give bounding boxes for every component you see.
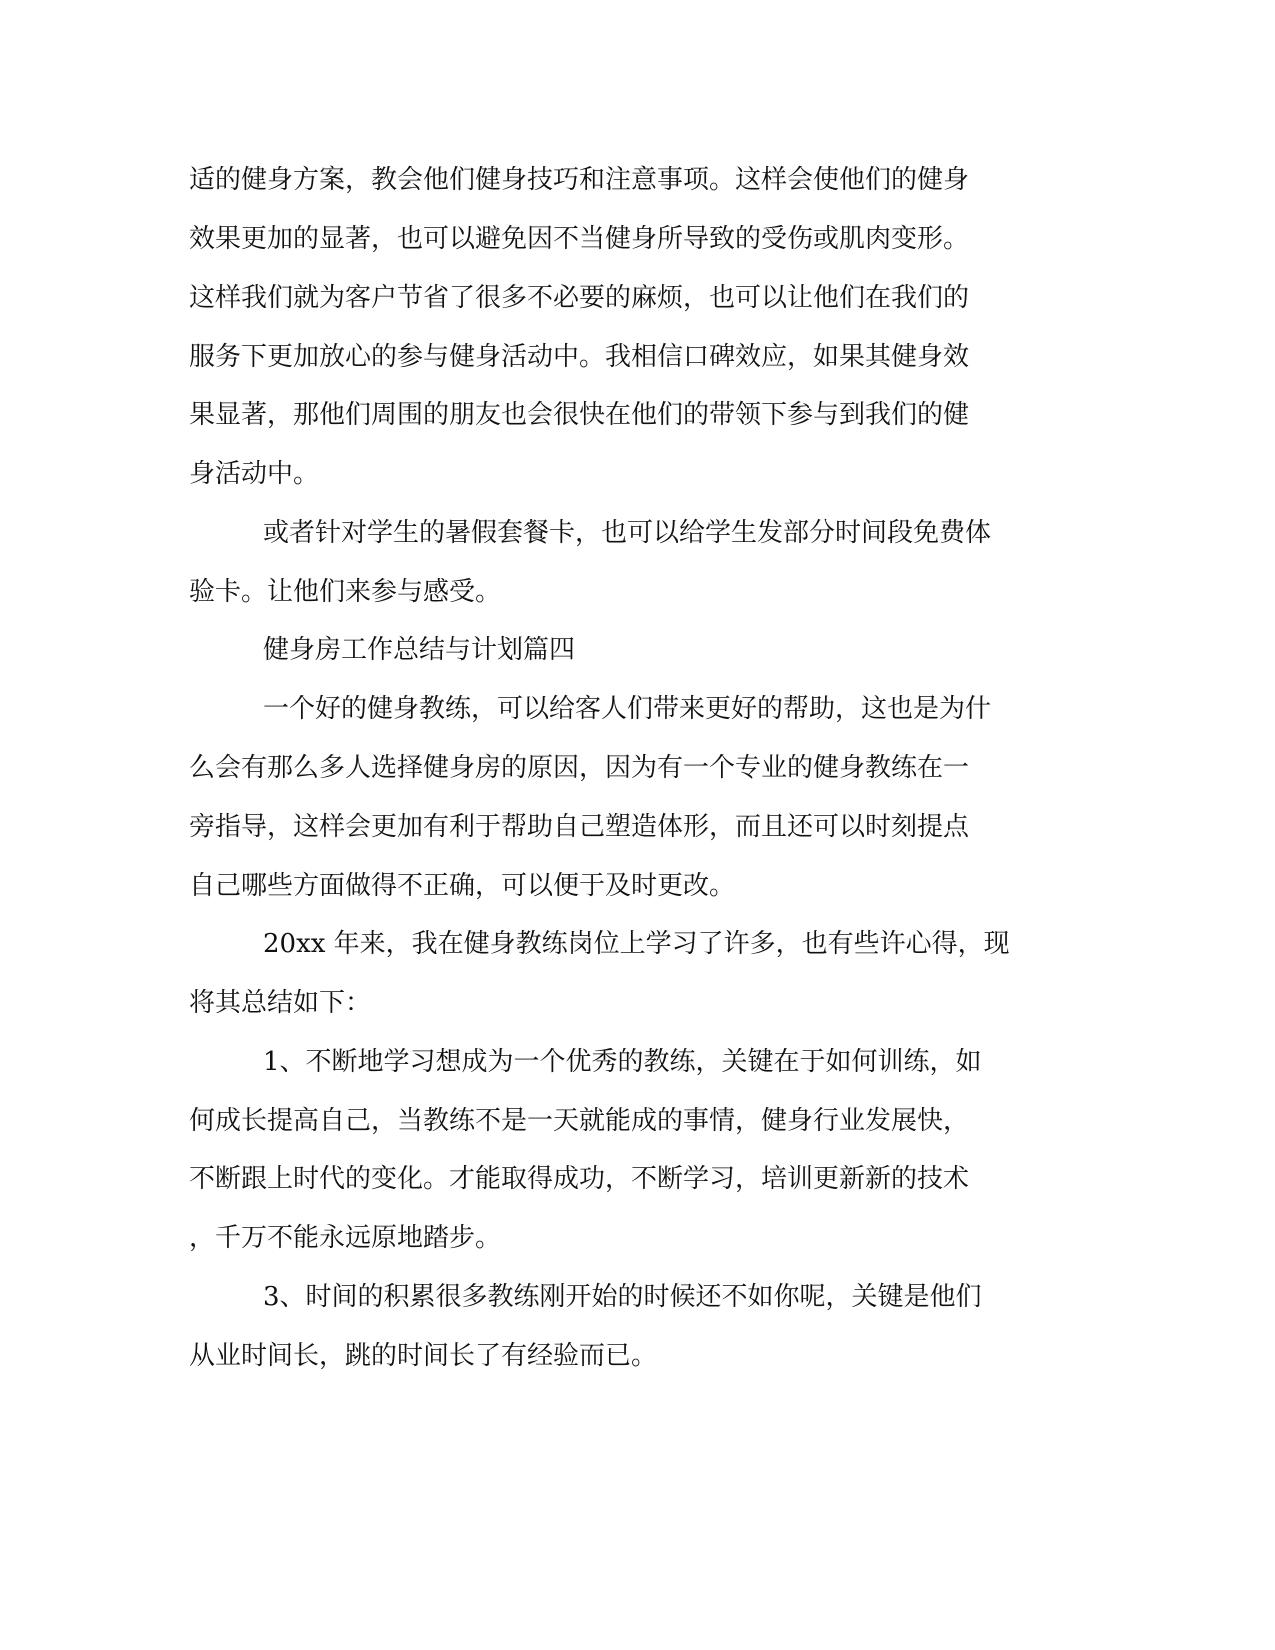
list-item-line: 1、不断地学习想成为一个优秀的教练，关键在于如何训练，如 xyxy=(263,1047,982,1077)
list-item-line: 不断跟上时代的变化。才能取得成功，不断学习，培训更新新的技术 xyxy=(189,1164,970,1194)
paragraph-line: 验卡。让他们来参与感受。 xyxy=(189,577,502,607)
paragraph-line: 么会有那么多人选择健身房的原因，因为有一个专业的健身教练在一 xyxy=(189,753,970,783)
list-item-line: 从业时间长，跳的时间长了有经验而已。 xyxy=(189,1341,658,1371)
paragraph-line: 果显著，那他们周围的朋友也会很快在他们的带领下参与到我们的健 xyxy=(189,400,970,430)
paragraph-line: 这样我们就为客户节省了很多不必要的麻烦，也可以让他们在我们的 xyxy=(189,283,970,313)
paragraph-line: 旁指导，这样会更加有利于帮助自己塑造体形，而且还可以时刻提点 xyxy=(189,812,970,842)
paragraph-line: 20xx 年来，我在健身教练岗位上学习了许多，也有些许心得，现 xyxy=(263,929,1010,959)
paragraph-line: 一个好的健身教练，可以给客人们带来更好的帮助，这也是为什 xyxy=(263,694,992,724)
paragraph-line: 将其总结如下： xyxy=(189,988,372,1018)
paragraph-line: 身活动中。 xyxy=(189,459,320,489)
paragraph-line: 自己哪些方面做得不正确，可以便于及时更改。 xyxy=(189,871,736,901)
list-item-line: 何成长提高自己，当教练不是一天就能成的事情，健身行业发展快， xyxy=(189,1106,970,1136)
paragraph-line: 效果更加的显著，也可以避免因不当健身所导致的受伤或肌肉变形。 xyxy=(189,224,970,254)
section-heading: 健身房工作总结与计划篇四 xyxy=(263,635,576,665)
list-item-line: 3、时间的积累很多教练刚开始的时候还不如你呢，关键是他们 xyxy=(263,1282,982,1312)
paragraph-line: 适的健身方案，教会他们健身技巧和注意事项。这样会使他们的健身 xyxy=(189,165,970,195)
paragraph-line: 或者针对学生的暑假套餐卡，也可以给学生发部分时间段免费体 xyxy=(263,518,992,548)
paragraph-line: 服务下更加放心的参与健身活动中。我相信口碑效应，如果其健身效 xyxy=(189,342,970,372)
list-item-line: ，千万不能永远原地踏步。 xyxy=(189,1223,502,1253)
